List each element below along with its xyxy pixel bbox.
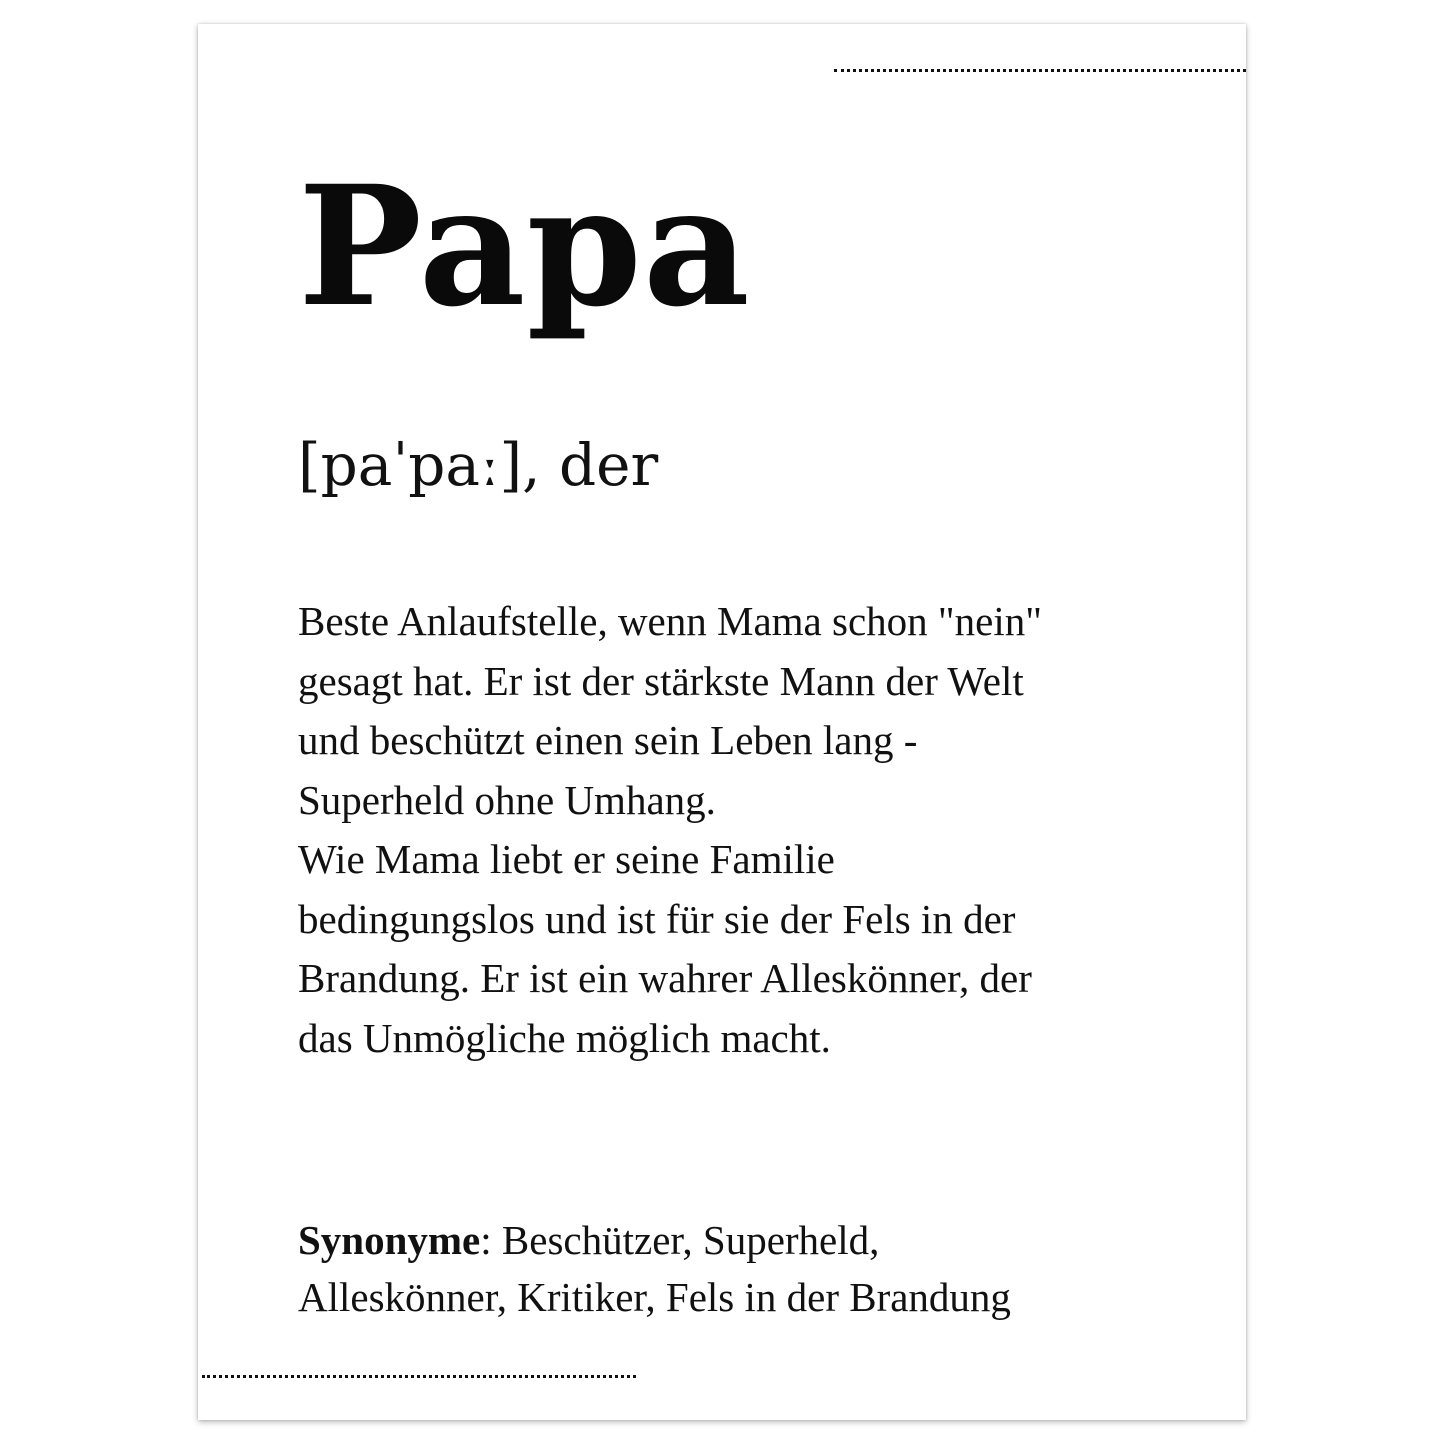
definition-line: Superheld ohne Umhang. (298, 776, 716, 823)
synonyms-line-1 (298, 1212, 1178, 1269)
poster-card (198, 24, 1246, 1420)
synonyms-label: Synonyme (298, 1217, 481, 1263)
headword-title: Papa (298, 149, 751, 343)
definition-line: das Unmögliche möglich macht. (298, 1014, 831, 1061)
synonyms-list-start: : Beschützer, Superheld, (480, 1217, 880, 1263)
pronunciation: [paˈpaː], der (298, 431, 659, 499)
definition-line: Wie Mama liebt er seine Familie (298, 836, 835, 882)
definition-text (298, 592, 1178, 1068)
definition-line: Brandung. Er ist ein wahrer Alleskönner, der (298, 955, 1032, 1001)
dotted-divider-top (834, 69, 1246, 72)
definition-line: Beste Anlaufstelle, wenn Mama schon "nein" (298, 598, 1042, 644)
synonyms-block (298, 1212, 1178, 1326)
definition-line: gesagt hat. Er ist der stärkste Mann der Welt (298, 657, 1024, 704)
definition-line: bedingungslos und ist für sie der Fels in der (298, 895, 1016, 942)
dotted-divider-bottom (202, 1375, 636, 1378)
synonyms-line-2: Alleskönner, Kritiker, Fels in der Brandung (298, 1274, 1011, 1320)
definition-line: und beschützt einen sein Leben lang - (298, 717, 918, 763)
